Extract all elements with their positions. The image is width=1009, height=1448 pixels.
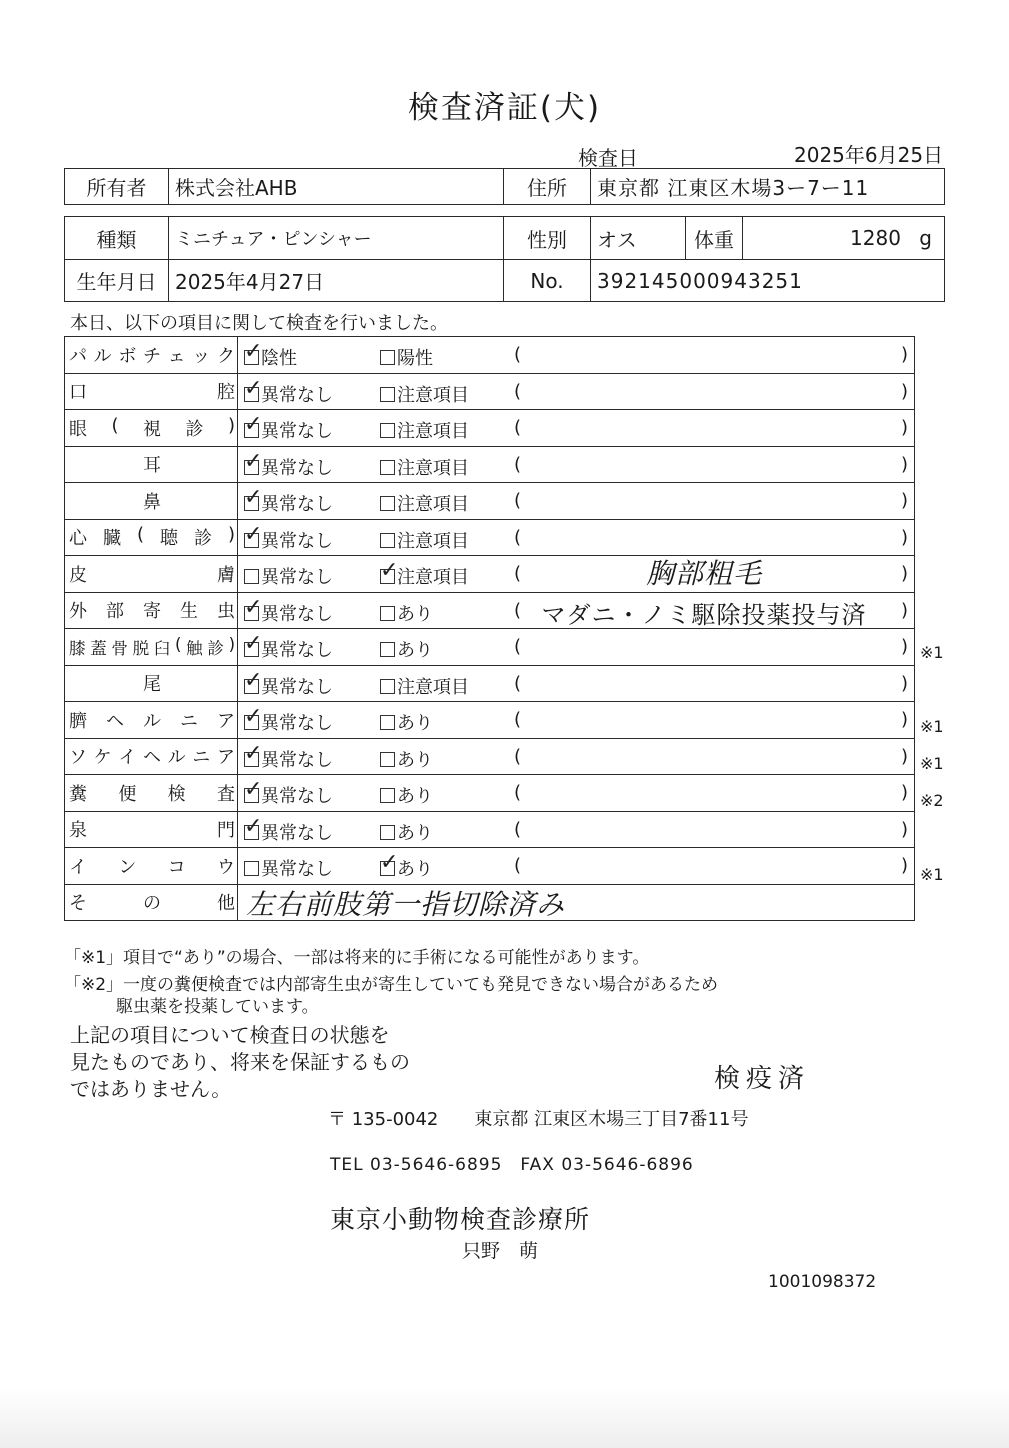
exam-label-cell — [65, 738, 238, 775]
paren-close: ) — [900, 855, 908, 877]
item-label-char: 診 — [193, 528, 212, 550]
option-abnormal[interactable] — [380, 709, 433, 735]
option-normal-label: 異常なし — [261, 786, 333, 808]
paren-open: ( — [514, 636, 522, 658]
item-label-char: ) — [227, 524, 235, 546]
item-label-char: 骨 — [111, 638, 128, 658]
paren-close: ) — [900, 599, 908, 621]
paren-open: ( — [514, 563, 522, 585]
paren-open: ( — [514, 745, 522, 767]
item-label-char: 査 — [216, 783, 235, 805]
option-abnormal[interactable] — [380, 673, 469, 699]
checkbox-icon[interactable] — [380, 642, 395, 657]
option-normal[interactable] — [244, 527, 333, 553]
exam-row — [65, 446, 915, 483]
item-label — [69, 853, 235, 879]
exam-label-cell — [65, 446, 238, 483]
paren-close: ) — [900, 490, 908, 512]
pet-table — [64, 216, 945, 302]
paren-close: ) — [900, 745, 908, 767]
item-label — [69, 780, 235, 806]
item-label-char: 蓋 — [90, 638, 107, 658]
item-label-char: 鼻 — [143, 491, 161, 513]
item-label-char: 診 — [185, 418, 204, 440]
exam-table — [64, 336, 915, 921]
option-abnormal-label: あり — [397, 786, 433, 808]
checkbox-icon[interactable] — [244, 533, 259, 548]
footnote-2: 「※2」一度の糞便検査では内部寄生虫が寄生していても発見できない場合があるため — [64, 975, 719, 995]
exam-label-cell — [65, 410, 238, 447]
item-label-char: ヘ — [106, 710, 124, 732]
exam-row — [65, 811, 915, 848]
item-label — [69, 451, 235, 477]
option-abnormal-label: 注意項目 — [397, 676, 469, 698]
option-abnormal[interactable] — [380, 381, 469, 407]
option-abnormal[interactable] — [380, 746, 433, 772]
checkbox-icon[interactable] — [244, 423, 259, 438]
item-label-char: ( — [175, 634, 182, 654]
paren-open: ( — [514, 380, 522, 402]
exam-row — [65, 848, 915, 885]
exam-value-cell — [238, 337, 915, 374]
option-abnormal-label: あり — [397, 713, 433, 735]
exam-label-cell — [65, 556, 238, 593]
exam-label-cell — [65, 629, 238, 666]
checkbox-icon[interactable] — [244, 715, 259, 730]
option-normal-label: 異常なし — [261, 640, 333, 662]
ref-mark: ※1 — [920, 717, 944, 736]
exam-date: 2025年6月25日 — [794, 143, 944, 167]
item-label-char: の — [143, 893, 161, 915]
paren-open: ( — [514, 490, 522, 512]
option-normal-label: 異常なし — [261, 384, 333, 406]
item-label-char: ア — [217, 710, 235, 732]
item-label-char: 臓 — [102, 528, 121, 550]
checkbox-icon[interactable] — [380, 350, 395, 365]
item-label-char: コ — [167, 856, 186, 878]
option-abnormal-label: 注意項目 — [397, 530, 469, 552]
option-abnormal-label: あり — [397, 640, 433, 662]
option-normal[interactable] — [244, 344, 297, 370]
option-abnormal-label: あり — [397, 603, 433, 625]
owner-label: 所有者 — [65, 169, 169, 205]
doctor-name: 只野 萌 — [462, 1240, 539, 1262]
option-normal[interactable] — [244, 819, 333, 845]
option-normal-label: 異常なし — [261, 421, 333, 443]
item-label — [69, 707, 235, 733]
checkbox-icon[interactable] — [244, 642, 259, 657]
checkbox-icon[interactable] — [244, 569, 259, 584]
item-label — [69, 488, 235, 514]
checkbox-icon[interactable] — [380, 533, 395, 548]
intro-text: 本日、以下の項目に関して検査を行いました。 — [70, 313, 448, 334]
item-label — [69, 342, 235, 368]
exam-row — [65, 337, 915, 374]
paren-close: ) — [900, 563, 908, 585]
option-abnormal[interactable] — [380, 563, 469, 589]
exam-label-cell — [65, 702, 238, 739]
clinic-name: 東京小動物検査診療所 — [330, 1205, 591, 1234]
option-abnormal-label: 注意項目 — [397, 421, 469, 443]
item-label-char: 臍 — [69, 710, 87, 732]
checkbox-icon[interactable] — [380, 606, 395, 621]
item-label — [69, 743, 235, 769]
other-note: 左右前肢第一指切除済み — [246, 887, 566, 921]
item-label — [69, 597, 235, 623]
exam-value-cell — [238, 483, 915, 520]
page-shadow — [0, 1388, 1009, 1448]
paren-close: ) — [900, 417, 908, 439]
item-label-char: 虫 — [217, 601, 235, 623]
item-label — [69, 889, 235, 915]
exam-label-cell — [65, 884, 238, 921]
option-abnormal[interactable] — [380, 636, 433, 662]
option-abnormal-label: 陽性 — [397, 348, 433, 370]
no-label: No. — [504, 260, 591, 302]
exam-row — [65, 775, 915, 812]
sex-label: 性別 — [504, 217, 591, 260]
option-abnormal-label: 注意項目 — [397, 384, 469, 406]
item-label-char: 生 — [180, 601, 198, 623]
item-label — [69, 670, 235, 696]
item-label-char: 耳 — [143, 455, 161, 477]
checkbox-icon[interactable] — [244, 460, 259, 475]
option-normal-label: 異常なし — [261, 713, 333, 735]
option-abnormal-label: あり — [397, 749, 433, 771]
item-label-char: ニ — [192, 747, 211, 769]
quarantine-stamp: 検疫済 — [714, 1064, 811, 1094]
exam-label-cell — [65, 811, 238, 848]
paren-close: ) — [900, 526, 908, 548]
item-label-char: パ — [69, 345, 87, 367]
item-label-char: ヘ — [142, 747, 161, 769]
item-label-char: 膚 — [217, 564, 235, 586]
paren-open: ( — [514, 709, 522, 731]
option-normal[interactable] — [244, 636, 333, 662]
item-label-char: ボ — [118, 345, 137, 367]
exam-value-cell — [238, 410, 915, 447]
item-label — [69, 378, 235, 404]
item-label-char: イ — [118, 747, 137, 769]
item-label-char: ル — [143, 710, 161, 732]
item-label-char: イ — [69, 856, 87, 878]
checkbox-icon[interactable] — [380, 861, 395, 876]
exam-value-cell — [238, 373, 915, 410]
exam-value-cell — [238, 811, 915, 848]
option-normal-label: 異常なし — [261, 530, 333, 552]
item-label-char: 皮 — [69, 564, 87, 586]
item-label-char: 視 — [143, 418, 161, 440]
checkbox-icon[interactable] — [380, 496, 395, 511]
option-normal-label: 異常なし — [261, 859, 333, 881]
footnote-1: 「※1」項目で“あり”の場合、一部は将来的に手術になる可能性があります。 — [64, 948, 650, 968]
item-label-char: ン — [118, 856, 137, 878]
checkbox-icon[interactable] — [244, 861, 259, 876]
exam-label-cell — [65, 337, 238, 374]
item-label-char: チ — [142, 345, 161, 367]
item-label-char: ッ — [192, 345, 211, 367]
exam-label-cell — [65, 483, 238, 520]
exam-date-label: 検査日 — [578, 146, 638, 170]
option-normal[interactable] — [244, 709, 333, 735]
document-title: 検査済証(犬) — [407, 90, 602, 126]
breed-value: ミニチュア・ピンシャー — [169, 217, 504, 260]
option-abnormal[interactable] — [380, 527, 469, 553]
item-label-char: ル — [93, 345, 112, 367]
exam-value-cell — [238, 775, 915, 812]
weight-label: 体重 — [686, 217, 743, 260]
item-label-char: 心 — [69, 528, 87, 550]
item-label — [69, 415, 235, 441]
item-label-char: 糞 — [69, 783, 87, 805]
option-normal-label: 異常なし — [261, 457, 333, 479]
paren-open: ( — [514, 526, 522, 548]
item-label-char: ル — [167, 747, 186, 769]
exam-value-cell — [238, 738, 915, 775]
exam-row-other — [65, 884, 915, 921]
no-value: 392145000943251 — [591, 260, 945, 302]
option-abnormal-label: 注意項目 — [397, 457, 469, 479]
checkbox-icon[interactable] — [244, 752, 259, 767]
item-label-char: 便 — [118, 783, 137, 805]
paren-open: ( — [514, 599, 522, 621]
sex-value: オス — [591, 217, 686, 260]
paren-close: ) — [900, 636, 908, 658]
option-abnormal-label: あり — [397, 859, 433, 881]
option-abnormal[interactable] — [380, 417, 469, 443]
exam-label-cell — [65, 775, 238, 812]
option-normal-label: 異常なし — [261, 603, 333, 625]
item-label-char: 寄 — [143, 601, 161, 623]
option-normal[interactable] — [244, 454, 333, 480]
checkbox-icon[interactable] — [244, 679, 259, 694]
disclaimer: 上記の項目について検査日の状態を 見たものであり、将来を保証するもの ではありません。 — [70, 1023, 410, 1101]
checkbox-icon[interactable] — [380, 387, 395, 402]
exam-row — [65, 665, 915, 702]
option-abnormal[interactable] — [380, 855, 433, 881]
checkbox-icon[interactable] — [380, 715, 395, 730]
option-normal[interactable] — [244, 490, 333, 516]
option-abnormal[interactable] — [380, 782, 433, 808]
serial-number: 1001098372 — [768, 1272, 877, 1292]
item-note: 胸部粗毛 — [645, 557, 762, 591]
option-normal-label: 異常なし — [261, 676, 333, 698]
exam-row — [65, 373, 915, 410]
item-label-char: 検 — [167, 783, 186, 805]
checkbox-icon[interactable] — [380, 825, 395, 840]
option-normal[interactable] — [244, 381, 333, 407]
exam-value-cell — [238, 556, 915, 593]
paren-close: ) — [900, 672, 908, 694]
option-abnormal[interactable] — [380, 600, 433, 626]
weight-cell — [743, 217, 945, 260]
option-normal[interactable] — [244, 417, 333, 443]
footnote-2b: 駆虫薬を投薬しています。 — [116, 997, 319, 1017]
option-normal[interactable] — [244, 855, 333, 881]
item-label-char: 部 — [106, 601, 124, 623]
checkbox-icon[interactable] — [244, 350, 259, 365]
paren-open: ( — [514, 344, 522, 366]
exam-row — [65, 702, 915, 739]
paren-open: ( — [514, 453, 522, 475]
checkbox-icon[interactable] — [380, 752, 395, 767]
checkbox-icon[interactable] — [380, 679, 395, 694]
option-normal-label: 異常なし — [261, 567, 333, 589]
option-abnormal-label: 注意項目 — [397, 494, 469, 516]
paren-open: ( — [514, 818, 522, 840]
address-value: 東京都 江東区木場3ー7ー11 — [591, 169, 945, 205]
item-label-char: 泉 — [69, 820, 87, 842]
item-label-char: ) — [227, 414, 235, 436]
owner-value: 株式会社AHB — [169, 169, 504, 205]
exam-row — [65, 592, 915, 629]
item-label-char: 腔 — [217, 382, 235, 404]
paren-close: ) — [900, 344, 908, 366]
exam-value-cell — [238, 629, 915, 666]
item-label-char: ェ — [167, 345, 186, 367]
paren-open: ( — [514, 417, 522, 439]
item-label-char: 聴 — [159, 528, 178, 550]
exam-value-cell — [238, 884, 915, 921]
exam-label-cell — [65, 665, 238, 702]
owner-table — [64, 168, 945, 205]
breed-label: 種類 — [65, 217, 169, 260]
paren-close: ) — [900, 453, 908, 475]
option-normal-label: 異常なし — [261, 749, 333, 771]
exam-label-cell — [65, 848, 238, 885]
checkbox-icon[interactable] — [244, 825, 259, 840]
option-normal-label: 陰性 — [261, 348, 297, 370]
weight-unit: g — [919, 226, 932, 250]
checkbox-icon[interactable] — [380, 460, 395, 475]
paren-close: ) — [900, 818, 908, 840]
option-abnormal-label: 注意項目 — [397, 567, 469, 589]
item-label-char: ケ — [93, 747, 112, 769]
checkbox-icon[interactable] — [380, 569, 395, 584]
exam-row — [65, 556, 915, 593]
option-abnormal[interactable] — [380, 454, 469, 480]
item-label — [69, 816, 235, 842]
option-normal-label: 異常なし — [261, 494, 333, 516]
item-label-char: 眼 — [69, 418, 87, 440]
checkbox-icon[interactable] — [380, 788, 395, 803]
item-label-char: ソ — [69, 747, 87, 769]
paren-close: ) — [900, 782, 908, 804]
option-normal[interactable] — [244, 600, 333, 626]
exam-value-cell — [238, 592, 915, 629]
paren-open: ( — [514, 855, 522, 877]
exam-value-cell — [238, 848, 915, 885]
clinic-address: 〒 135-0042 東京都 江東区木場三丁目7番11号 — [328, 1109, 749, 1130]
exam-row — [65, 629, 915, 666]
ref-mark: ※1 — [920, 865, 944, 884]
exam-row — [65, 483, 915, 520]
option-normal[interactable] — [244, 673, 333, 699]
exam-value-cell — [238, 665, 915, 702]
item-label-char: 触 — [186, 638, 203, 658]
item-label-char: ) — [228, 634, 235, 654]
item-label-char: 口 — [69, 382, 87, 404]
option-normal-label: 異常なし — [261, 822, 333, 844]
item-label-char: ( — [111, 414, 119, 436]
item-label-char: 診 — [207, 638, 224, 658]
checkbox-icon[interactable] — [244, 606, 259, 621]
exam-row — [65, 410, 915, 447]
birth-value: 2025年4月27日 — [169, 260, 504, 302]
clinic-phone-fax: TEL 03-5646-6895 FAX 03-5646-6896 — [330, 1155, 694, 1175]
option-abnormal[interactable] — [380, 490, 469, 516]
item-label-char: ( — [136, 524, 144, 546]
checkbox-icon[interactable] — [380, 423, 395, 438]
checkbox-icon[interactable] — [244, 496, 259, 511]
option-abnormal[interactable] — [380, 819, 433, 845]
item-label-char: 外 — [69, 601, 87, 623]
paren-close: ) — [900, 380, 908, 402]
birth-label: 生年月日 — [65, 260, 169, 302]
paren-open: ( — [514, 672, 522, 694]
option-abnormal[interactable] — [380, 344, 433, 370]
item-label-char: そ — [69, 893, 87, 915]
weight-value: 1280 — [850, 226, 901, 250]
option-normal[interactable] — [244, 782, 333, 808]
checkbox-icon[interactable] — [244, 387, 259, 402]
item-label-char: ニ — [180, 710, 198, 732]
item-label-char: 臼 — [153, 638, 171, 658]
exam-row — [65, 738, 915, 775]
item-label — [69, 635, 235, 659]
exam-row — [65, 519, 915, 556]
item-label — [69, 524, 235, 550]
paren-close: ) — [900, 709, 908, 731]
item-label-char: 脱 — [132, 638, 150, 658]
item-label-char: ク — [216, 345, 235, 367]
checkbox-icon[interactable] — [244, 788, 259, 803]
ref-mark: ※1 — [920, 643, 944, 662]
exam-label-cell — [65, 592, 238, 629]
option-normal[interactable] — [244, 563, 333, 589]
exam-label-cell — [65, 519, 238, 556]
item-note: マダニ・ノミ駆除投薬投与済 — [541, 600, 867, 629]
item-label-char: 他 — [217, 893, 235, 915]
exam-value-cell — [238, 519, 915, 556]
item-label-char: 尾 — [143, 674, 161, 696]
item-label-char: 門 — [217, 820, 235, 842]
exam-value-cell — [238, 702, 915, 739]
item-label-char: ア — [216, 747, 235, 769]
item-label-char: ウ — [216, 856, 235, 878]
ref-mark: ※1 — [920, 754, 944, 773]
paren-open: ( — [514, 782, 522, 804]
item-label-char: 膝 — [69, 638, 86, 658]
option-abnormal-label: あり — [397, 822, 433, 844]
address-label: 住所 — [504, 169, 591, 205]
item-label — [69, 561, 235, 587]
ref-mark: ※2 — [920, 791, 944, 810]
exam-label-cell — [65, 373, 238, 410]
option-normal[interactable] — [244, 746, 333, 772]
exam-value-cell — [238, 446, 915, 483]
